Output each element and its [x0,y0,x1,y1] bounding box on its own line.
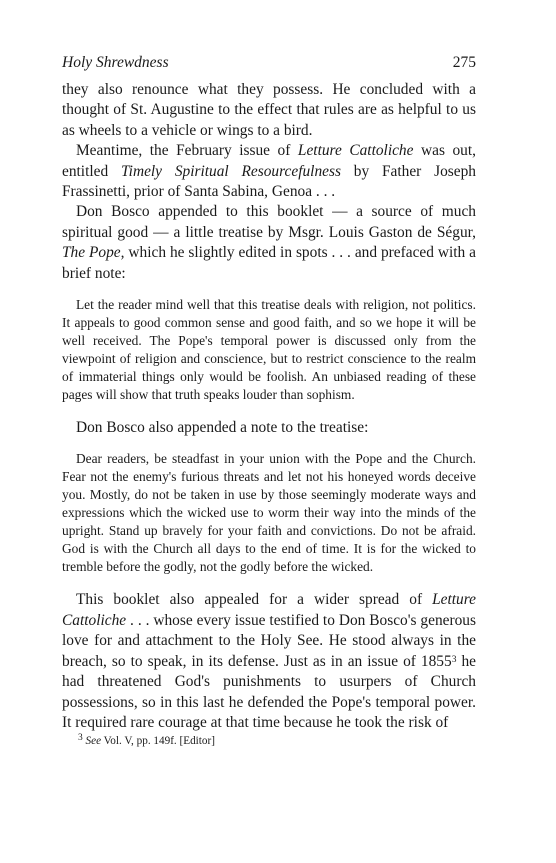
page-header [62,54,476,72]
footnote-see: See [85,735,102,748]
block-quote-2 [62,450,476,576]
paragraph-3-italic: The Pope, [62,244,125,262]
paragraph-5-text-b: . . . whose every issue testified to Don Bosco's generous love for and attachment to the Holy See. He stood always in the breach, so to speak, in its defense. Just as in an issue of 1855 [62,611,476,670]
paragraph-3-text-b: which he slightly edited in spots . . . and prefaced with a brief note: [62,244,476,282]
book-page [62,54,476,749]
paragraph-1: they also renounce what they possess. He concluded with a thought of St. Augustine to the effect that rules are as helpful to us as wheels to a vehicle or wings to a bird. [62,81,476,139]
paragraph-2-italic-1: Letture Cattoliche [297,142,414,160]
paragraph-5-italic: Letture Cattoliche [62,591,476,629]
paragraph-5-text-a: This booklet also appealed for a wider spread of [76,591,433,609]
block-quote-1 [62,296,476,404]
footnote-reference: 3 [451,654,457,665]
footnote [62,733,476,749]
paragraph-3-text-a: Don Bosco appended to this booklet — a source of much spiritual good — a little treatise by Msgr. Louis Gaston de Ségur, [62,203,476,241]
body-block-2 [62,418,476,438]
body-block-1 [62,80,476,284]
paragraph-5-text-c: he had threatened God's punishments to usurpers of Church possessions, so in this last he defended the Pope's temporal power. It required rare courage at that time because he took the risk of [62,652,477,731]
body-block-3 [62,590,476,733]
paragraph-3 [62,202,476,284]
paragraph-5 [62,590,476,733]
paragraph-2-text-c: by Father Joseph Frassinetti, prior of Santa Sabina, Genoa . . . [62,162,476,201]
quote-1-text: Let the reader mind well that this treatise deals with religion, not politics. It appeals to good common sense and good faith, and so we hope it will be well received. The Pope's temporal power is discussed only from the viewpoint of religion and conscience, but to restrict conscience to the realm of immaterial things only would be foolish. An unbiased reading of these pages will show that truth speaks louder than sophism. [62,297,476,403]
paragraph-2-text-b: was out, entitled [62,142,476,180]
paragraph-2 [62,141,476,202]
paragraph-4: Don Bosco also appended a note to the treatise: [76,419,369,437]
paragraph-2-text-a: Meantime, the February issue of [76,142,298,160]
running-title: Holy Shrewdness [62,54,169,71]
footnote-text: Vol. V, pp. 149f. [Editor] [101,735,215,748]
page-number: 275 [452,54,476,71]
footnote-marker: 3 [78,733,83,744]
paragraph-2-italic-2: Timely Spiritual Resourcefulness [120,162,341,180]
quote-2-text: Dear readers, be steadfast in your union with the Pope and the Church. Fear not the enemy's furious threats and let not his honeyed words deceive you. Mostly, do not be taken in use by those seemingly moderate ways and expressions which the wicked use to worm their way into the minds of the upright. Stand up bravely for your faith and convictions. Do not be afraid. God is with the Church all days to the end of time. It is for the wicked to tremble before the godly, not the godly before the wicked. [62,451,476,575]
